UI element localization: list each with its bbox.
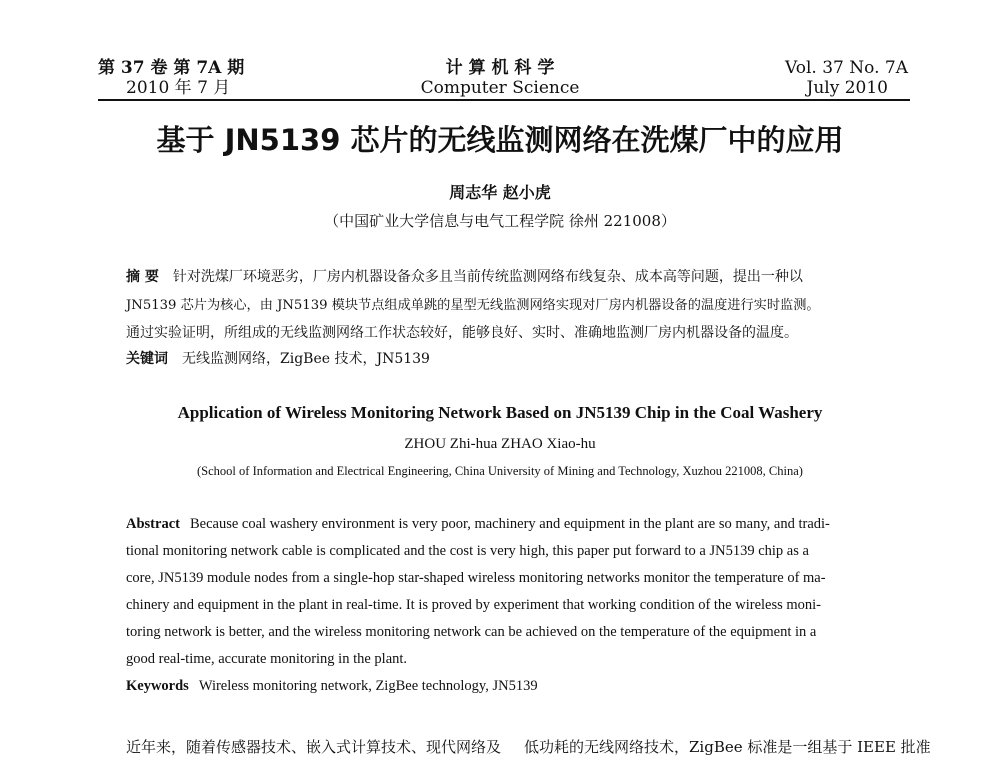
paper-title-en: Application of Wireless Monitoring Network Based on JN5139 Chip in the Coal Washery (177, 403, 823, 422)
body-col2-line-1: 低功耗的无线网络技术，ZigBee 标准是一组基于 IEEE 批准 (524, 738, 931, 756)
keywords-cn-label: 关键词 (126, 351, 168, 367)
abstract-cn-line-2: JN5139 芯片为核心，由 JN5139 模块节点组成单跳的星型无线监测网络实现对厂房内机器设备的温度进行实时监测。 (126, 298, 820, 313)
abstract-en-line-6: good real-time, accurate monitoring in the plant. (126, 651, 408, 667)
abstract-en-line-5: toring network is better, and the wireless monitoring network can be achieved on the temperature of the equipment in a (126, 624, 817, 640)
journal-title-cn: 计 算 机 科 学 (445, 58, 555, 78)
abstract-en-line-1: Abstract Because coal washery environment is very poor, machinery and equipment in the plant are so many, and tradi- (126, 516, 830, 532)
header-rule (98, 99, 910, 101)
keywords-en: Keywords Wireless monitoring network, ZigBee technology, JN5139 (126, 678, 538, 694)
abstract-en-line-2: tional monitoring network cable is complicated and the cost is very high, this paper put forward to a JN5139 chip as a (126, 543, 809, 559)
abstract-cn-line-1: 摘 要 针对洗煤厂环境恶劣，厂房内机器设备众多且当前传统监测网络布线复杂、成本高等问题，提出一种以 (126, 269, 803, 285)
authors-cn: 周志华 赵小虎 (449, 183, 551, 202)
affiliation-cn: （中国矿业大学信息与电气工程学院 徐州 221008） (324, 212, 676, 230)
issue-date-cn: 2010 年 7 月 (126, 78, 231, 98)
volume-issue: 第 37 卷 第 7A 期 (98, 58, 245, 78)
issue-date-en: July 2010 (806, 78, 888, 98)
body-col1-line-1: 近年来，随着传感器技术、嵌入式计算技术、现代网络及 (126, 738, 502, 756)
abstract-en-line-4: chinery and equipment in the plant in real-time. It is proved by experiment that working condition of the wireless moni- (126, 597, 822, 613)
abstract-cn-label: 摘 要 (126, 269, 159, 285)
volume-issue-en: Vol. 37 No. 7A (785, 58, 908, 78)
authors-en: ZHOU Zhi-hua ZHAO Xiao-hu (404, 436, 596, 452)
abstract-cn-line-3: 通过实验证明，所组成的无线监测网络工作状态较好，能够良好、实时、准确地监测厂房内机器设备的温度。 (126, 325, 798, 341)
abstract-en-label: Abstract (126, 516, 180, 532)
paper-title-cn: 基于 JN5139 芯片的无线监测网络在洗煤厂中的应用 (156, 123, 844, 157)
affiliation-en: (School of Information and Electrical Engineering, China University of Mining and Technology, Xuzhou 221008, China) (197, 464, 803, 478)
keywords-en-label: Keywords (126, 678, 189, 694)
abstract-en-line-3: core, JN5139 module nodes from a single-hop star-shaped wireless monitoring networks monitor the temperature of ma- (126, 570, 826, 586)
journal-title-en: Computer Science (420, 78, 580, 98)
keywords-cn: 关键词 无线监测网络，ZigBee 技术，JN5139 (126, 351, 430, 367)
